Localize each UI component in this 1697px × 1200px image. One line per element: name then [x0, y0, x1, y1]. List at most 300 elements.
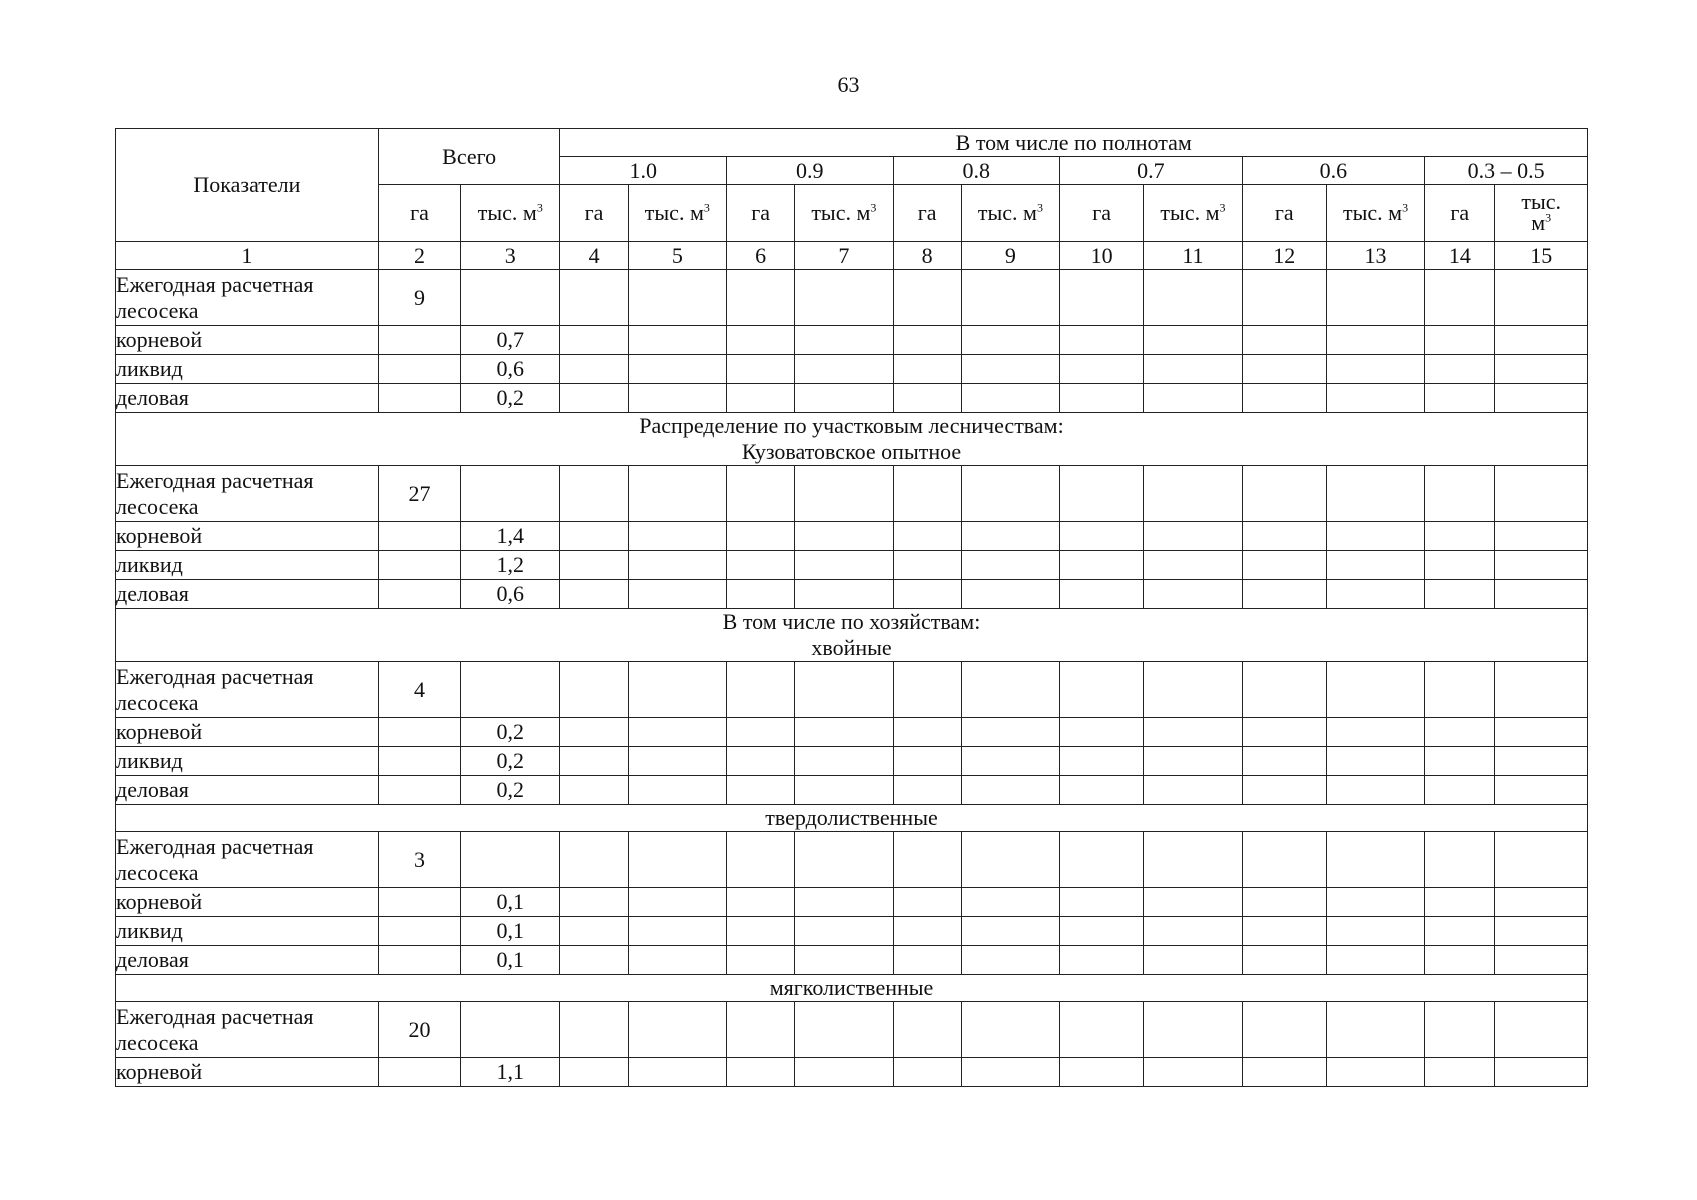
density-cell	[1326, 718, 1424, 747]
density-cell	[1060, 747, 1144, 776]
density-cell	[1326, 466, 1424, 522]
unit-text: тыс. м	[477, 200, 537, 225]
table-row	[116, 326, 1588, 355]
section-title	[116, 975, 1588, 1002]
density-cell	[893, 1002, 961, 1058]
density-cell	[1242, 917, 1326, 946]
total-m3-cell: 0,2	[461, 718, 560, 747]
section-title-line: Кузоватовское опытное	[741, 439, 962, 464]
density-cell	[795, 384, 893, 413]
section-title-line: В том числе по хозяйствам:	[722, 609, 981, 634]
header-indicators: Показатели	[116, 129, 379, 242]
header-density: 0.3 – 0.5	[1425, 157, 1588, 185]
density-cell	[1425, 522, 1495, 551]
density-cell	[1060, 326, 1144, 355]
density-cell	[1060, 718, 1144, 747]
density-cell	[1425, 270, 1495, 326]
density-cell	[560, 888, 628, 917]
header-density: 0.9	[726, 157, 893, 185]
table-row	[116, 718, 1588, 747]
density-cell	[628, 946, 726, 975]
column-number: 12	[1242, 242, 1326, 270]
density-cell	[1425, 551, 1495, 580]
total-m3-cell	[461, 270, 560, 326]
density-cell	[1495, 1058, 1588, 1087]
density-cell	[560, 522, 628, 551]
header-unit-m3	[628, 185, 726, 242]
density-cell	[1425, 946, 1495, 975]
density-cell	[560, 718, 628, 747]
density-cell	[893, 917, 961, 946]
table-row	[116, 355, 1588, 384]
density-cell	[1060, 466, 1144, 522]
density-cell	[893, 551, 961, 580]
section-row	[116, 805, 1588, 832]
row-label: корневой	[116, 718, 379, 747]
density-cell	[1060, 888, 1144, 917]
row-label: Ежегодная расчетная лесосека	[116, 270, 379, 326]
table-row	[116, 747, 1588, 776]
unit-text: тыс. м	[1160, 200, 1220, 225]
density-cell	[1495, 522, 1588, 551]
header-unit-m3	[795, 185, 893, 242]
density-cell	[560, 466, 628, 522]
density-cell	[628, 776, 726, 805]
density-cell	[1242, 1002, 1326, 1058]
density-cell	[1425, 747, 1495, 776]
density-cell	[795, 832, 893, 888]
row-label: корневой	[116, 888, 379, 917]
density-cell	[726, 888, 794, 917]
column-number: 8	[893, 242, 961, 270]
density-cell	[628, 551, 726, 580]
section-title-line: Распределение по участковым лесничествам:	[639, 413, 1064, 438]
row-label: Ежегодная расчетная лесосека	[116, 832, 379, 888]
density-cell	[1242, 580, 1326, 609]
density-cell	[795, 776, 893, 805]
allowable-cut-table	[115, 128, 1588, 1087]
density-cell	[1242, 355, 1326, 384]
unit-superscript: 3	[1545, 210, 1552, 225]
total-m3-cell	[461, 1002, 560, 1058]
table-row	[116, 580, 1588, 609]
density-cell	[1060, 355, 1144, 384]
total-m3-cell: 1,4	[461, 522, 560, 551]
density-cell	[726, 466, 794, 522]
density-cell	[1144, 1058, 1242, 1087]
density-cell	[726, 747, 794, 776]
total-ha-cell	[378, 747, 460, 776]
section-row	[116, 413, 1588, 466]
density-cell	[795, 270, 893, 326]
header-unit-ha: га	[1425, 185, 1495, 242]
density-cell	[893, 522, 961, 551]
row-label: Ежегодная расчетная лесосека	[116, 662, 379, 718]
density-cell	[1144, 384, 1242, 413]
row-label: Ежегодная расчетная лесосека	[116, 466, 379, 522]
table-row	[116, 946, 1588, 975]
density-cell	[560, 580, 628, 609]
density-cell	[726, 551, 794, 580]
density-cell	[560, 1058, 628, 1087]
density-cell	[628, 1058, 726, 1087]
total-ha-cell: 4	[378, 662, 460, 718]
density-cell	[726, 384, 794, 413]
density-cell	[961, 747, 1059, 776]
density-cell	[893, 466, 961, 522]
density-cell	[560, 776, 628, 805]
density-cell	[1144, 522, 1242, 551]
column-number: 9	[961, 242, 1059, 270]
section-row	[116, 609, 1588, 662]
row-label: Ежегодная расчетная лесосека	[116, 1002, 379, 1058]
density-cell	[795, 917, 893, 946]
density-cell	[1144, 551, 1242, 580]
column-number: 13	[1326, 242, 1424, 270]
density-cell	[1144, 946, 1242, 975]
unit-superscript: 3	[1219, 200, 1226, 215]
density-cell	[961, 384, 1059, 413]
total-m3-cell	[461, 662, 560, 718]
density-cell	[1144, 718, 1242, 747]
row-label: деловая	[116, 776, 379, 805]
table-row	[116, 551, 1588, 580]
header-unit-m3	[461, 185, 560, 242]
column-number: 1	[116, 242, 379, 270]
density-cell	[893, 832, 961, 888]
density-cell	[628, 718, 726, 747]
density-cell	[961, 1058, 1059, 1087]
total-ha-cell	[378, 326, 460, 355]
density-cell	[1326, 1002, 1424, 1058]
total-m3-cell	[461, 832, 560, 888]
density-cell	[961, 917, 1059, 946]
density-cell	[961, 662, 1059, 718]
density-cell	[1144, 466, 1242, 522]
density-cell	[560, 946, 628, 975]
row-label: корневой	[116, 522, 379, 551]
total-m3-cell: 0,6	[461, 580, 560, 609]
density-cell	[1326, 776, 1424, 805]
density-cell	[1495, 466, 1588, 522]
density-cell	[1495, 326, 1588, 355]
density-cell	[1495, 355, 1588, 384]
density-cell	[961, 718, 1059, 747]
density-cell	[795, 946, 893, 975]
density-cell	[1495, 718, 1588, 747]
header-unit-m3	[1495, 185, 1588, 242]
density-cell	[628, 326, 726, 355]
table-row	[116, 662, 1588, 718]
density-cell	[628, 270, 726, 326]
unit-text: тыс.	[1521, 188, 1562, 214]
unit-superscript: 3	[870, 200, 877, 215]
unit-superscript: 3	[1036, 200, 1043, 215]
total-m3-cell: 0,1	[461, 888, 560, 917]
row-label: ликвид	[116, 355, 379, 384]
density-cell	[961, 946, 1059, 975]
density-cell	[1144, 917, 1242, 946]
total-ha-cell	[378, 917, 460, 946]
density-cell	[1144, 776, 1242, 805]
density-cell	[1495, 747, 1588, 776]
unit-text: тыс. м	[644, 200, 704, 225]
row-label: корневой	[116, 1058, 379, 1087]
table-header	[116, 129, 1588, 270]
density-cell	[1242, 888, 1326, 917]
total-ha-cell	[378, 1058, 460, 1087]
density-cell	[1326, 662, 1424, 718]
density-cell	[795, 466, 893, 522]
density-cell	[726, 522, 794, 551]
density-cell	[795, 1002, 893, 1058]
density-cell	[795, 718, 893, 747]
header-unit-ha: га	[378, 185, 460, 242]
density-cell	[893, 718, 961, 747]
density-cell	[726, 917, 794, 946]
density-cell	[893, 1058, 961, 1087]
density-cell	[726, 580, 794, 609]
density-cell	[1144, 355, 1242, 384]
density-cell	[893, 580, 961, 609]
density-cell	[1060, 776, 1144, 805]
total-m3-cell: 0,2	[461, 384, 560, 413]
density-cell	[726, 718, 794, 747]
header-unit-m3	[961, 185, 1059, 242]
density-cell	[1495, 917, 1588, 946]
total-m3-cell: 0,2	[461, 747, 560, 776]
density-cell	[1060, 270, 1144, 326]
density-cell	[1495, 551, 1588, 580]
row-label: ликвид	[116, 917, 379, 946]
table-row	[116, 888, 1588, 917]
density-cell	[628, 917, 726, 946]
header-unit-ha: га	[1060, 185, 1144, 242]
density-cell	[1326, 917, 1424, 946]
section-title	[116, 413, 1588, 466]
density-cell	[628, 747, 726, 776]
table-row	[116, 917, 1588, 946]
total-ha-cell	[378, 946, 460, 975]
density-cell	[1242, 832, 1326, 888]
density-cell	[628, 384, 726, 413]
table-row	[116, 522, 1588, 551]
density-cell	[961, 270, 1059, 326]
total-ha-cell: 20	[378, 1002, 460, 1058]
total-ha-cell	[378, 384, 460, 413]
density-cell	[795, 888, 893, 917]
column-number: 11	[1144, 242, 1242, 270]
density-cell	[1326, 832, 1424, 888]
density-cell	[1242, 551, 1326, 580]
header-unit-ha: га	[893, 185, 961, 242]
section-title-line: мягколиственные	[769, 975, 934, 1000]
density-cell	[1425, 580, 1495, 609]
column-number: 14	[1425, 242, 1495, 270]
density-cell	[1326, 522, 1424, 551]
table-row	[116, 1002, 1588, 1058]
header-column-numbers-row	[116, 242, 1588, 270]
density-cell	[1144, 326, 1242, 355]
density-cell	[795, 522, 893, 551]
density-cell	[1425, 355, 1495, 384]
page-number: 63	[837, 72, 860, 97]
density-cell	[1060, 662, 1144, 718]
header-unit-ha: га	[726, 185, 794, 242]
table-row	[116, 832, 1588, 888]
density-cell	[961, 888, 1059, 917]
density-cell	[1326, 384, 1424, 413]
density-cell	[726, 776, 794, 805]
density-cell	[726, 326, 794, 355]
section-title-line: хвойные	[811, 635, 892, 660]
column-number: 10	[1060, 242, 1144, 270]
density-cell	[1144, 1002, 1242, 1058]
density-cell	[1060, 917, 1144, 946]
unit-superscript: 3	[536, 200, 543, 215]
density-cell	[1326, 1058, 1424, 1087]
density-cell	[1495, 1002, 1588, 1058]
unit-text: тыс. м	[811, 200, 871, 225]
header-total: Всего	[378, 129, 560, 185]
density-cell	[961, 580, 1059, 609]
density-cell	[628, 662, 726, 718]
unit-superscript: 3	[703, 200, 710, 215]
total-ha-cell	[378, 355, 460, 384]
density-cell	[795, 747, 893, 776]
density-cell	[1425, 776, 1495, 805]
density-cell	[1495, 662, 1588, 718]
total-ha-cell	[378, 888, 460, 917]
density-cell	[1495, 888, 1588, 917]
density-cell	[893, 355, 961, 384]
density-cell	[893, 270, 961, 326]
density-cell	[893, 384, 961, 413]
header-density: 0.8	[893, 157, 1060, 185]
table-body	[116, 270, 1588, 1087]
density-cell	[726, 1002, 794, 1058]
density-cell	[628, 522, 726, 551]
density-cell	[795, 551, 893, 580]
density-cell	[1425, 888, 1495, 917]
density-cell	[1425, 466, 1495, 522]
unit-text: м	[1531, 209, 1546, 235]
section-row	[116, 975, 1588, 1002]
density-cell	[1060, 832, 1144, 888]
header-density: 0.6	[1242, 157, 1425, 185]
row-label: ликвид	[116, 551, 379, 580]
density-cell	[1060, 522, 1144, 551]
density-cell	[961, 832, 1059, 888]
density-cell	[1242, 718, 1326, 747]
row-label: ликвид	[116, 747, 379, 776]
row-label: деловая	[116, 580, 379, 609]
density-cell	[1144, 270, 1242, 326]
density-cell	[560, 747, 628, 776]
column-number: 15	[1495, 242, 1588, 270]
density-cell	[1242, 384, 1326, 413]
header-including-by-density: В том числе по полнотам	[560, 129, 1588, 157]
header-unit-ha: га	[560, 185, 628, 242]
total-m3-cell: 0,1	[461, 946, 560, 975]
density-cell	[795, 326, 893, 355]
density-cell	[726, 662, 794, 718]
unit-superscript: 3	[1402, 200, 1409, 215]
column-number: 2	[378, 242, 460, 270]
density-cell	[560, 326, 628, 355]
density-cell	[1060, 384, 1144, 413]
density-cell	[1144, 832, 1242, 888]
density-cell	[1060, 551, 1144, 580]
density-cell	[560, 832, 628, 888]
total-m3-cell: 0,6	[461, 355, 560, 384]
density-cell	[1242, 662, 1326, 718]
density-cell	[628, 466, 726, 522]
density-cell	[795, 1058, 893, 1087]
unit-text: тыс. м	[1343, 200, 1403, 225]
density-cell	[1060, 580, 1144, 609]
density-cell	[961, 1002, 1059, 1058]
unit-text: тыс. м	[977, 200, 1037, 225]
density-cell	[628, 580, 726, 609]
density-cell	[726, 1058, 794, 1087]
column-number: 4	[560, 242, 628, 270]
density-cell	[1495, 832, 1588, 888]
density-cell	[1495, 946, 1588, 975]
table-row	[116, 384, 1588, 413]
density-cell	[961, 522, 1059, 551]
density-cell	[1425, 326, 1495, 355]
section-title-line: твердолиственные	[765, 805, 938, 830]
table-row	[116, 270, 1588, 326]
density-cell	[1326, 888, 1424, 917]
density-cell	[726, 946, 794, 975]
total-m3-cell	[461, 466, 560, 522]
total-m3-cell: 0,7	[461, 326, 560, 355]
density-cell	[795, 580, 893, 609]
density-cell	[961, 466, 1059, 522]
density-cell	[1242, 522, 1326, 551]
density-cell	[893, 326, 961, 355]
column-number: 7	[795, 242, 893, 270]
density-cell	[961, 326, 1059, 355]
density-cell	[1425, 1002, 1495, 1058]
density-cell	[1060, 1058, 1144, 1087]
header-unit-m3	[1144, 185, 1242, 242]
density-cell	[1425, 662, 1495, 718]
density-cell	[628, 1002, 726, 1058]
density-cell	[1326, 270, 1424, 326]
density-cell	[1242, 466, 1326, 522]
header-unit-m3	[1326, 185, 1424, 242]
density-cell	[1425, 832, 1495, 888]
density-cell	[1495, 384, 1588, 413]
density-cell	[726, 355, 794, 384]
row-label: деловая	[116, 946, 379, 975]
total-m3-cell: 1,1	[461, 1058, 560, 1087]
table-row	[116, 776, 1588, 805]
density-cell	[961, 551, 1059, 580]
density-cell	[893, 747, 961, 776]
total-ha-cell: 27	[378, 466, 460, 522]
density-cell	[1326, 326, 1424, 355]
density-cell	[893, 662, 961, 718]
total-ha-cell	[378, 522, 460, 551]
density-cell	[1326, 747, 1424, 776]
density-cell	[893, 946, 961, 975]
density-cell	[1425, 718, 1495, 747]
total-m3-cell: 0,1	[461, 917, 560, 946]
